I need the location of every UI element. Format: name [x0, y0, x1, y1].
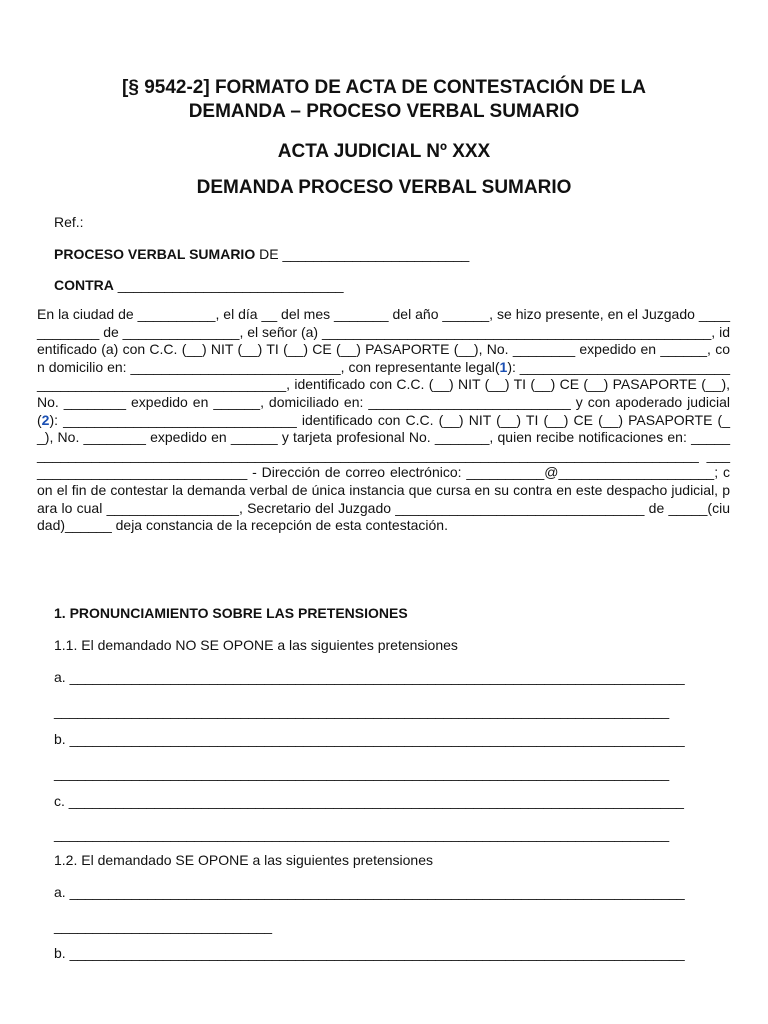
- subsection-1-1: 1.1. El demandado NO SE OPONE a las siguientes pretensiones: [54, 637, 458, 653]
- item-line: _______________________________________________________________________________: [68, 793, 684, 809]
- paragraph-part-a: En la ciudad de __________, el día __ del mes _______ del año ______, se hizo presente, en el Juzgado ____________ de _______________, el señor (a) __________________________________________________, identificado (a) con C.C. (__) NIT (__) TI (__) CE (__) PASAPORTE (__), No. ________ expedido en ______, con domicilio en: ___________________________, con representante legal(: [37, 306, 730, 375]
- item-1-1-a: [54, 668, 685, 686]
- item-1-1-b: [54, 730, 685, 748]
- item-1-2-a-continuation: ____________________________: [54, 918, 273, 934]
- body-paragraph: [37, 306, 730, 535]
- document-title: [40, 76, 728, 124]
- contra-label: CONTRA: [54, 277, 114, 293]
- item-1-1-c-continuation: _______________________________________________________________________________: [54, 826, 670, 842]
- footnote-ref-1[interactable]: 1: [499, 358, 508, 375]
- proceso-label: PROCESO VERBAL SUMARIO: [54, 246, 256, 262]
- item-1-2-a: [54, 883, 685, 901]
- subsection-1-2: 1.2. El demandado SE OPONE a las siguientes pretensiones: [54, 852, 433, 868]
- proceso-line: [54, 245, 469, 263]
- item-1-2-b: [54, 944, 685, 962]
- title-line-2: DEMANDA – PROCESO VERBAL SUMARIO: [188, 101, 580, 122]
- acta-heading: ACTA JUDICIAL Nº XXX: [277, 141, 491, 162]
- item-1-1-c: [54, 792, 684, 810]
- item-label: a.: [54, 669, 70, 685]
- footnote-ref-2[interactable]: 2: [41, 411, 50, 428]
- contra-line: [54, 276, 344, 294]
- item-1-1-a-continuation: _______________________________________________________________________________: [54, 703, 670, 719]
- item-label: b.: [54, 731, 70, 747]
- ref-label: Ref.:: [54, 214, 84, 230]
- title-line-1: [§ 9542-2] FORMATO DE ACTA DE CONTESTACIÓN DE LA: [122, 77, 646, 98]
- subtitle-heading: DEMANDA PROCESO VERBAL SUMARIO: [196, 177, 572, 198]
- paragraph-part-b: ): ___________________________________________________________, identificado con C.C. (__) NIT (__) TI (__) CE (__) PASAPORTE (__), No. ________ expedido en ______, domiciliado en: __________________________ y con apoderado judicial(: [37, 358, 731, 428]
- item-label: c.: [54, 793, 69, 809]
- item-line: _______________________________________________________________________________: [69, 669, 685, 685]
- item-label: b.: [54, 945, 70, 961]
- item-line: _______________________________________________________________________________: [69, 884, 685, 900]
- contra-blank: _____________________________: [113, 277, 344, 293]
- proceso-blank: DE ________________________: [255, 246, 470, 262]
- section-1-heading: 1. PRONUNCIAMIENTO SOBRE LAS PRETENSIONES: [54, 605, 408, 621]
- item-line: _______________________________________________________________________________: [69, 731, 685, 747]
- paragraph-part-c: ): ______________________________ identificado con C.C. (__) NIT (__) TI (__) CE (__) PASAPORTE (__), No. ________ expedido en ______ y tarjeta profesional No. _______, quien recibe notificaciones en: __________________________________________________________________________________________ ______________________________ - Dirección de correo electrónico: __________@____________________; con el fin de contestar la demanda verbal de única instancia que cursa en su contra en este despacho judicial, para lo cual _________________, Secretario del Juzgado ________________________________ de _____(ciudad)______ deja constancia de la recepción de esta contestación.: [37, 411, 730, 534]
- item-label: a.: [54, 884, 70, 900]
- item-1-1-b-continuation: _______________________________________________________________________________: [54, 765, 670, 781]
- item-line: _______________________________________________________________________________: [69, 945, 685, 961]
